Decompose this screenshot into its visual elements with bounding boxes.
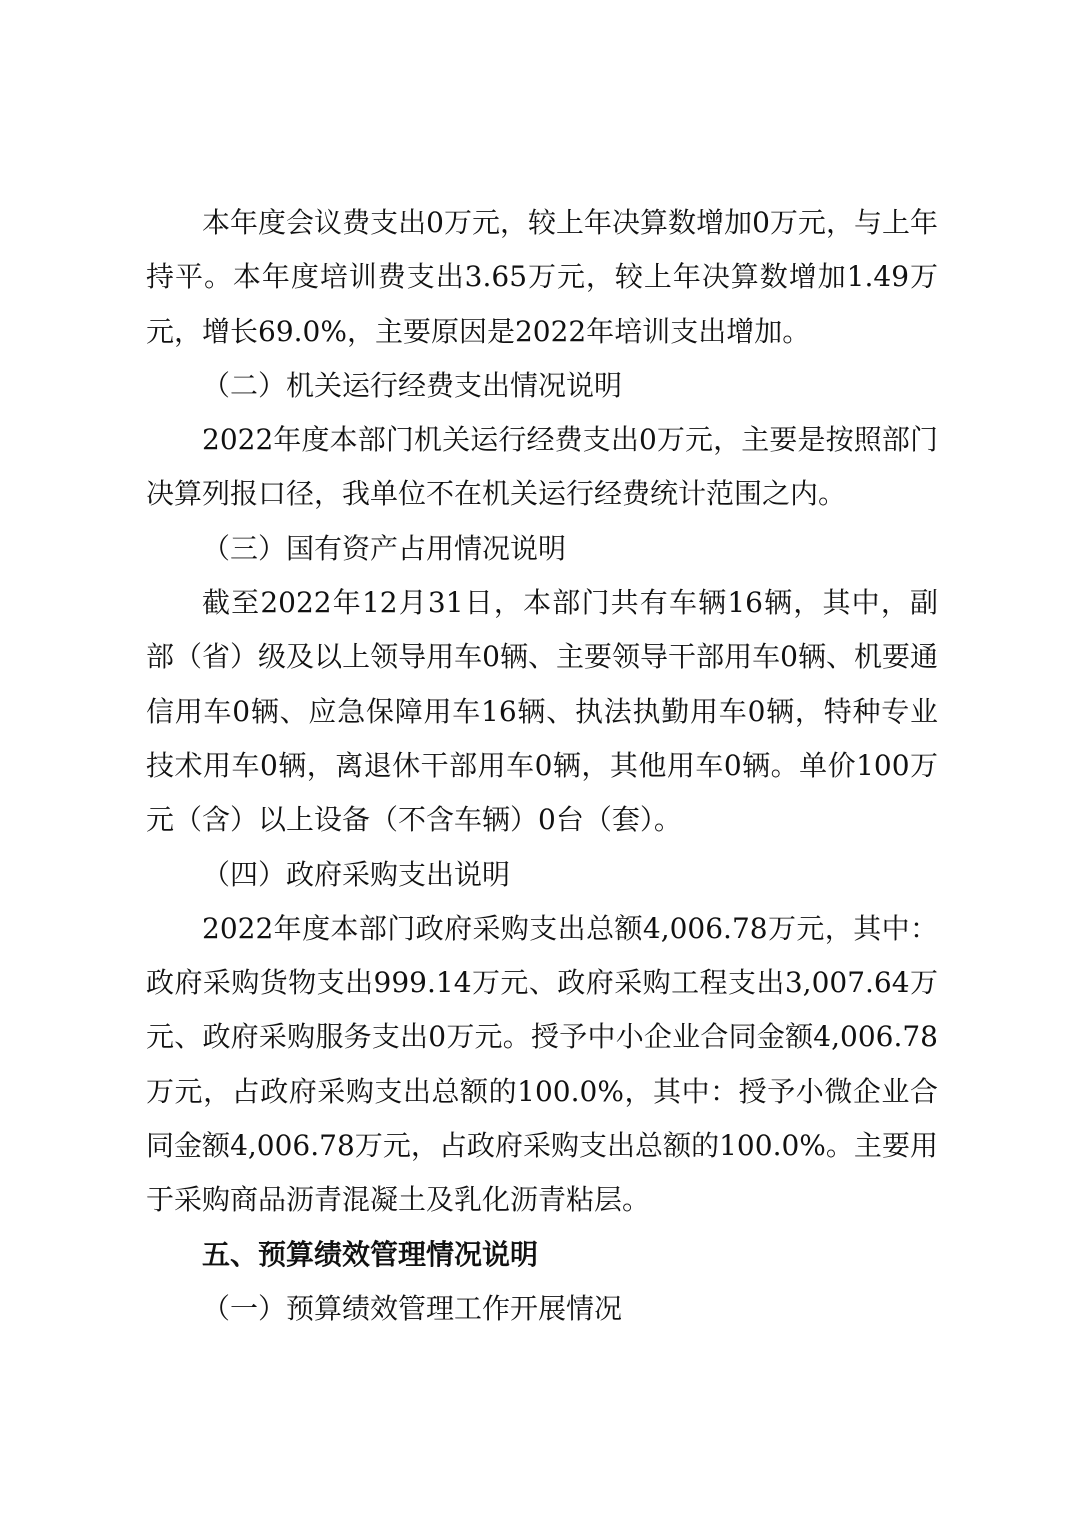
paragraph-training-fees: 本年度会议费支出0万元，较上年决算数增加0万元，与上年持平。本年度培训费支出3.65万元，较上年决算数增加1.49万元，增长69.0%，主要原因是2022年培训支出增加。 [146, 206, 938, 348]
document-page [146, 196, 938, 1336]
heading-budget-performance: 五、预算绩效管理情况说明 [202, 1237, 539, 1271]
heading-agency-operating-expenses: （二）机关运行经费支出情况说明 [202, 368, 623, 402]
heading-budget-performance-work: （一）预算绩效管理工作开展情况 [202, 1291, 623, 1325]
paragraph-state-assets: 截至2022年12月31日，本部门共有车辆16辆，其中，副部（省）级及以上领导用车0辆、主要领导干部用车0辆、机要通信用车0辆、应急保障用车16辆、执法执勤用车0辆，特种专业技术用车0辆，离退休干部用车0辆，其他用车0辆。单价100万元（含）以上设备（不含车辆）0台（套）。 [146, 586, 938, 837]
paragraph-agency-operating-expenses: 2022年度本部门机关运行经费支出0万元，主要是按照部门决算列报口径，我单位不在机关运行经费统计范围之内。 [146, 423, 938, 511]
heading-government-procurement: （四）政府采购支出说明 [202, 857, 511, 891]
paragraph-government-procurement: 2022年度本部门政府采购支出总额4,006.78万元，其中：政府采购货物支出999.14万元、政府采购工程支出3,007.64万元、政府采购服务支出0万元。授予中小企业合同金额4,006.78万元，占政府采购支出总额的100.0%，其中：授予小微企业合同金额4,006.78万元，占政府采购支出总额的100.0%。主要用于采购商品沥青混凝土及乳化沥青粘层。 [146, 911, 938, 1217]
heading-state-assets: （三）国有资产占用情况说明 [202, 531, 567, 565]
